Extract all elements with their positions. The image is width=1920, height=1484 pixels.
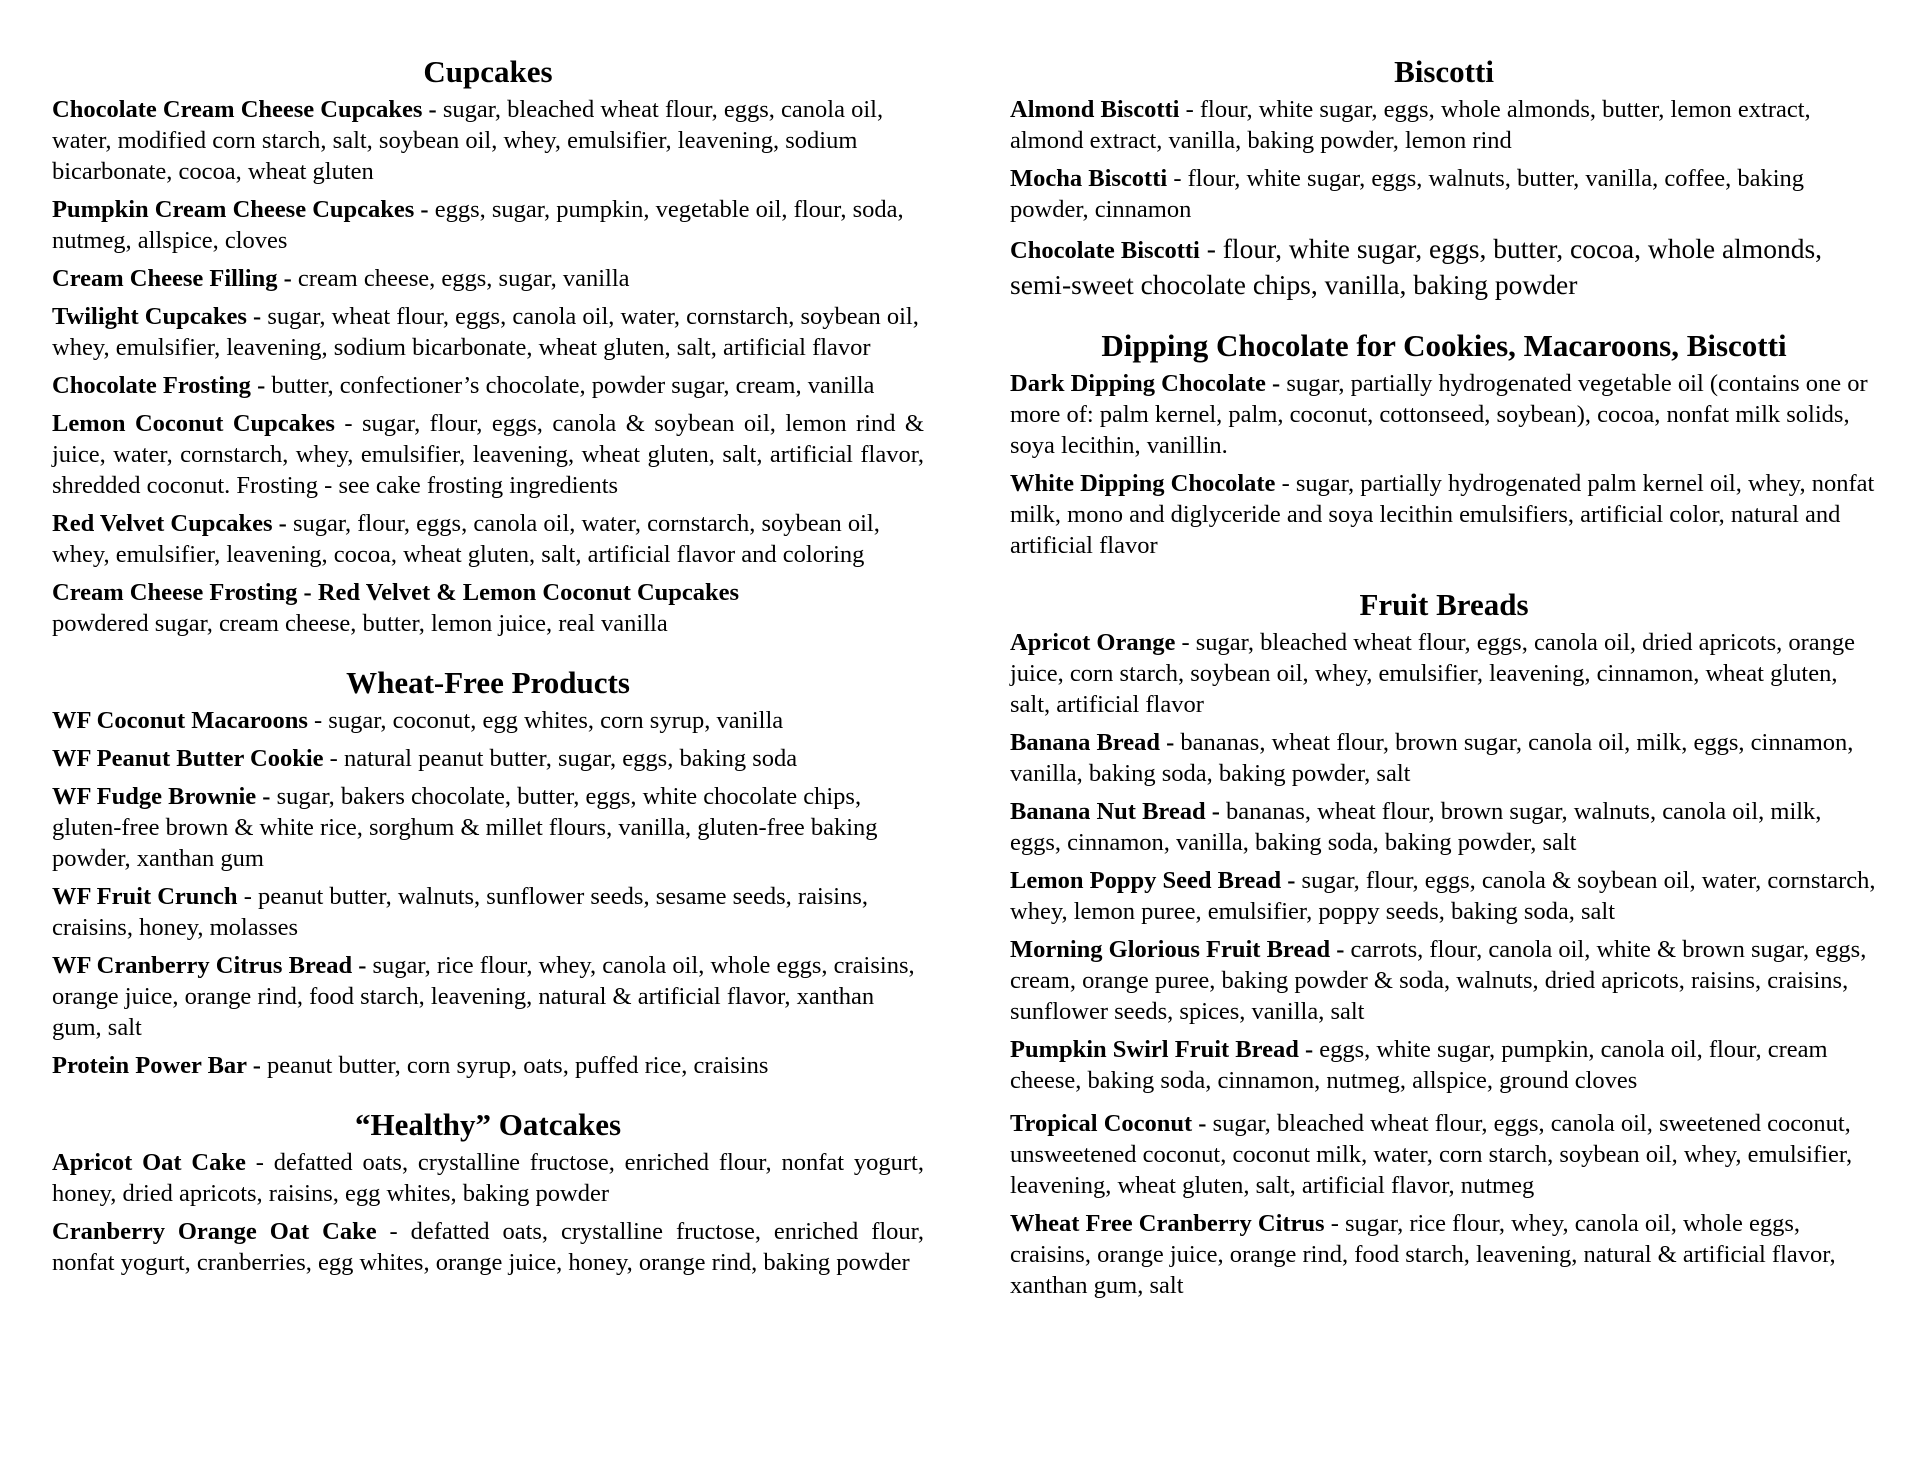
list-item: Mocha Biscotti - flour, white sugar, eggs, walnuts, butter, vanilla, coffee, baking powder, cinnamon	[1010, 165, 1805, 223]
item-ingredients: eggs, white sugar, pumpkin, canola oil, flour, cream cheese, baking soda, cinnamon, nutmeg, allspice, ground cloves	[1010, 1036, 1828, 1094]
item-ingredients: eggs, sugar, pumpkin, vegetable oil, flour, soda, nutmeg, allspice, cloves	[52, 196, 904, 254]
list-item: Chocolate Frosting - butter, confectioner’s chocolate, powder sugar, cream, vanilla	[52, 372, 875, 399]
item-name: WF Fruit Crunch	[52, 883, 238, 910]
item-ingredients: powdered sugar, cream cheese, butter, lemon juice, real vanilla	[52, 610, 668, 637]
list-item: Lemon Coconut Cupcakes - sugar, flour, eggs, canola & soybean oil, lemon rind & juice, water, cornstarch, whey, emulsifier, leavening, wheat gluten, salt, artificial flavor, shredded coconut. Frosting - see cake frosting ingredients	[52, 410, 924, 499]
item-name: Banana Nut Bread	[1010, 798, 1206, 825]
item-name: Cream Cheese Frosting - Red Velvet & Lemon Coconut Cupcakes	[52, 579, 740, 606]
section-title: Wheat-Free Products	[346, 665, 630, 700]
left-column	[52, 52, 924, 1292]
item-ingredients: natural peanut butter, sugar, eggs, baking soda	[343, 745, 798, 772]
item-ingredients: sugar, partially hydrogenated vegetable oil (contains one or more of: palm kernel, palm, coconut, cottonseed, soybean), cocoa, nonfat milk solids, soya lecithin, vanillin.	[1010, 370, 1868, 459]
item-ingredients: sugar, rice flour, whey, canola oil, whole eggs, craisins, orange juice, orange rind, food starch, leavening, natural & artificial flavor, xanthan gum, salt	[52, 952, 915, 1041]
item-ingredients: flour, white sugar, eggs, walnuts, butter, vanilla, coffee, baking powder, cinnamon	[1010, 165, 1805, 223]
item-name: Protein Power Bar	[52, 1052, 247, 1079]
item-name: Pumpkin Cream Cheese Cupcakes	[52, 196, 415, 223]
item-name: WF Fudge Brownie	[52, 783, 257, 810]
section-title: Cupcakes	[423, 54, 553, 89]
item-name: Wheat Free Cranberry Citrus	[1010, 1210, 1325, 1237]
section-wheat-free	[52, 663, 924, 1081]
list-item: Pumpkin Cream Cheese Cupcakes - eggs, sugar, pumpkin, vegetable oil, flour, soda, nutmeg, allspice, cloves	[52, 196, 904, 254]
list-item: Almond Biscotti - flour, white sugar, eggs, whole almonds, butter, lemon extract, almond extract, vanilla, baking powder, lemon rind	[1010, 96, 1811, 154]
item-name: Red Velvet Cupcakes	[52, 510, 273, 537]
list-item	[52, 577, 924, 639]
item-ingredients: bananas, wheat flour, brown sugar, canola oil, milk, eggs, cinnamon, vanilla, baking soda, baking powder, salt	[1010, 729, 1854, 787]
item-name: Morning Glorious Fruit Bread	[1010, 936, 1331, 963]
item-ingredients: defatted oats, crystalline fructose, enriched flour, nonfat yogurt, honey, dried apricots, raisins, egg whites, baking powder	[52, 1149, 924, 1207]
item-ingredients: sugar, flour, eggs, canola oil, water, cornstarch, soybean oil, whey, emulsifier, leavening, cocoa, wheat gluten, salt, artificial flavor and coloring	[52, 510, 880, 568]
item-ingredients: carrots, flour, canola oil, white & brown sugar, eggs, cream, orange puree, baking powder & soda, walnuts, dried apricots, raisins, craisins, sunflower seeds, spices, vanilla, salt	[1010, 936, 1867, 1025]
section-cupcakes	[52, 52, 924, 639]
item-name: Chocolate Biscotti	[1010, 237, 1200, 264]
item-ingredients: bananas, wheat flour, brown sugar, walnuts, canola oil, milk, eggs, cinnamon, vanilla, baking soda, baking powder, salt	[1010, 798, 1822, 856]
item-ingredients: defatted oats, crystalline fructose, enriched flour, nonfat yogurt, cranberries, egg whites, orange juice, honey, orange rind, baking powder	[52, 1218, 924, 1276]
list-item: WF Fruit Crunch - peanut butter, walnuts, sunflower seeds, sesame seeds, raisins, craisins, honey, molasses	[52, 883, 868, 941]
item-ingredients: sugar, wheat flour, eggs, canola oil, water, cornstarch, soybean oil, whey, emulsifier, leavening, sodium bicarbonate, wheat gluten, salt, artificial flavor	[52, 303, 919, 361]
item-name: Dark Dipping Chocolate	[1010, 370, 1266, 397]
list-item: Wheat Free Cranberry Citrus - sugar, rice flour, whey, canola oil, whole eggs, craisins, orange juice, orange rind, food starch, leavening, natural & artificial flavor, xanthan gum, salt	[1010, 1210, 1836, 1299]
item-name: Mocha Biscotti	[1010, 165, 1168, 192]
list-item: Dark Dipping Chocolate - sugar, partially hydrogenated vegetable oil (contains one or more of: palm kernel, palm, coconut, cottonseed, soybean), cocoa, nonfat milk solids, soya lecithin, vanillin.	[1010, 370, 1868, 459]
item-ingredients: butter, confectioner’s chocolate, powder sugar, cream, vanilla	[271, 372, 875, 399]
item-name: Almond Biscotti	[1010, 96, 1180, 123]
item-name: Cranberry Orange Oat Cake	[52, 1218, 377, 1245]
item-ingredients: flour, white sugar, eggs, whole almonds, butter, lemon extract, almond extract, vanilla, baking powder, lemon rind	[1010, 96, 1811, 154]
section-title: Dipping Chocolate for Cookies, Macaroons, Biscotti	[1101, 328, 1787, 363]
item-name: Chocolate Cream Cheese Cupcakes	[52, 96, 423, 123]
item-name: Cream Cheese Filling	[52, 265, 278, 292]
section-title: “Healthy” Oatcakes	[354, 1107, 622, 1142]
list-item: WF Fudge Brownie - sugar, bakers chocolate, butter, eggs, white chocolate chips, gluten-free brown & white rice, sorghum & millet flours, vanilla, gluten-free baking powder, xanthan gum	[52, 783, 878, 872]
section-dipping-chocolate	[1010, 326, 1878, 561]
item-ingredients: peanut butter, walnuts, sunflower seeds, sesame seeds, raisins, craisins, honey, molasses	[52, 883, 868, 941]
item-name: Apricot Oat Cake	[52, 1149, 246, 1176]
item-name: Pumpkin Swirl Fruit Bread	[1010, 1036, 1299, 1063]
item-name: Lemon Poppy Seed Bread	[1010, 867, 1282, 894]
item-ingredients: sugar, flour, eggs, canola & soybean oil, water, cornstarch, whey, lemon puree, emulsifier, poppy seeds, baking soda, salt	[1010, 867, 1876, 925]
item-name: Banana Bread	[1010, 729, 1160, 756]
list-item: Red Velvet Cupcakes - sugar, flour, eggs, canola oil, water, cornstarch, soybean oil, whey, emulsifier, leavening, cocoa, wheat gluten, salt, artificial flavor and coloring	[52, 510, 880, 568]
section-biscotti	[1010, 52, 1878, 302]
list-item: Banana Bread - bananas, wheat flour, brown sugar, canola oil, milk, eggs, cinnamon, vanilla, baking soda, baking powder, salt	[1010, 729, 1854, 787]
item-ingredients: flour, white sugar, eggs, butter, cocoa, whole almonds, semi-sweet chocolate chips, vanilla, baking powder	[1010, 233, 1823, 300]
list-item: Cream Cheese Filling - cream cheese, eggs, sugar, vanilla	[52, 265, 630, 292]
list-item: Apricot Oat Cake - defatted oats, crystalline fructose, enriched flour, nonfat yogurt, honey, dried apricots, raisins, egg whites, baking powder	[52, 1149, 924, 1207]
list-item: WF Coconut Macaroons - sugar, coconut, egg whites, corn syrup, vanilla	[52, 707, 784, 734]
list-item: Protein Power Bar - peanut butter, corn syrup, oats, puffed rice, craisins	[52, 1052, 769, 1079]
list-item: Banana Nut Bread - bananas, wheat flour, brown sugar, walnuts, canola oil, milk, eggs, cinnamon, vanilla, baking soda, baking powder, salt	[1010, 798, 1822, 856]
list-item: WF Cranberry Citrus Bread - sugar, rice flour, whey, canola oil, whole eggs, craisins, orange juice, orange rind, food starch, leavening, natural & artificial flavor, xanthan gum, salt	[52, 952, 915, 1041]
item-ingredients: sugar, bleached wheat flour, eggs, canola oil, water, modified corn starch, salt, soybean oil, whey, emulsifier, leavening, sodium bicarbonate, cocoa, wheat gluten	[52, 96, 884, 185]
list-item: White Dipping Chocolate - sugar, partially hydrogenated palm kernel oil, whey, nonfat milk, mono and diglyceride and soya lecithin emulsifiers, artificial color, natural and artificial flavor	[1010, 470, 1875, 559]
item-name: White Dipping Chocolate	[1010, 470, 1276, 497]
item-name: WF Peanut Butter Cookie	[52, 745, 324, 772]
item-name: WF Cranberry Citrus Bread	[52, 952, 353, 979]
item-name: WF Coconut Macaroons	[52, 707, 308, 734]
list-item: Cranberry Orange Oat Cake - defatted oats, crystalline fructose, enriched flour, nonfat yogurt, cranberries, egg whites, orange juice, honey, orange rind, baking powder	[52, 1218, 924, 1276]
item-name: Twilight Cupcakes	[52, 303, 247, 330]
item-ingredients: sugar, coconut, egg whites, corn syrup, vanilla	[328, 707, 784, 734]
list-item: Pumpkin Swirl Fruit Bread - eggs, white sugar, pumpkin, canola oil, flour, cream cheese, baking soda, cinnamon, nutmeg, allspice, ground cloves	[1010, 1036, 1828, 1094]
item-ingredients: cream cheese, eggs, sugar, vanilla	[297, 265, 630, 292]
list-item: Lemon Poppy Seed Bread - sugar, flour, eggs, canola & soybean oil, water, cornstarch, whey, lemon puree, emulsifier, poppy seeds, baking soda, salt	[1010, 867, 1876, 925]
item-ingredients: sugar, bleached wheat flour, eggs, canola oil, sweetened coconut, unsweetened coconut, coconut milk, water, corn starch, soybean oil, whey, emulsifier, leavening, wheat gluten, salt, artificial flavor, nutmeg	[1010, 1110, 1853, 1199]
section-oatcakes	[52, 1105, 924, 1278]
item-name: Apricot Orange	[1010, 629, 1176, 656]
item-ingredients: peanut butter, corn syrup, oats, puffed rice, craisins	[267, 1052, 769, 1079]
item-ingredients: sugar, flour, eggs, canola & soybean oil, lemon rind & juice, water, cornstarch, whey, emulsifier, leavening, wheat gluten, salt, artificial flavor, shredded coconut. Frosting - see cake frosting ingredients	[52, 410, 924, 499]
item-ingredients: sugar, rice flour, whey, canola oil, whole eggs, craisins, orange juice, orange rind, food starch, leavening, natural & artificial flavor, xanthan gum, salt	[1010, 1210, 1836, 1299]
item-name: Lemon Coconut Cupcakes	[52, 410, 335, 437]
item-name: Tropical Coconut	[1010, 1110, 1193, 1137]
list-item: Chocolate Biscotti - flour, white sugar, eggs, butter, cocoa, whole almonds, semi-sweet chocolate chips, vanilla, baking powder	[1010, 233, 1823, 300]
item-ingredients: sugar, bleached wheat flour, eggs, canola oil, dried apricots, orange juice, corn starch, soybean oil, whey, emulsifier, leavening, cinnamon, wheat gluten, salt, artificial flavor	[1010, 629, 1856, 718]
list-item: Apricot Orange - sugar, bleached wheat flour, eggs, canola oil, dried apricots, orange juice, corn starch, soybean oil, whey, emulsifier, leavening, cinnamon, wheat gluten, salt, artificial flavor	[1010, 629, 1856, 718]
list-item: Tropical Coconut - sugar, bleached wheat flour, eggs, canola oil, sweetened coconut, unsweetened coconut, coconut milk, water, corn starch, soybean oil, whey, emulsifier, leavening, wheat gluten, salt, artificial flavor, nutmeg	[1010, 1110, 1853, 1199]
list-item: Morning Glorious Fruit Bread - carrots, flour, canola oil, white & brown sugar, eggs, cream, orange puree, baking powder & soda, walnuts, dried apricots, raisins, craisins, sunflower seeds, spices, vanilla, salt	[1010, 936, 1867, 1025]
section-fruit-breads	[1010, 585, 1878, 1301]
item-ingredients: sugar, bakers chocolate, butter, eggs, white chocolate chips, gluten-free brown & white rice, sorghum & millet flours, vanilla, gluten-free baking powder, xanthan gum	[52, 783, 878, 872]
right-column	[1010, 52, 1878, 1315]
list-item: Twilight Cupcakes - sugar, wheat flour, eggs, canola oil, water, cornstarch, soybean oil, whey, emulsifier, leavening, sodium bicarbonate, wheat gluten, salt, artificial flavor	[52, 303, 919, 361]
section-title: Fruit Breads	[1359, 587, 1529, 622]
list-item: WF Peanut Butter Cookie - natural peanut butter, sugar, eggs, baking soda	[52, 745, 798, 772]
item-ingredients: sugar, partially hydrogenated palm kernel oil, whey, nonfat milk, mono and diglyceride and soya lecithin emulsifiers, artificial color, natural and artificial flavor	[1010, 470, 1875, 559]
item-name: Chocolate Frosting	[52, 372, 251, 399]
list-item: Chocolate Cream Cheese Cupcakes - sugar, bleached wheat flour, eggs, canola oil, water, modified corn starch, salt, soybean oil, whey, emulsifier, leavening, sodium bicarbonate, cocoa, wheat gluten	[52, 96, 884, 185]
section-title: Biscotti	[1394, 54, 1494, 89]
